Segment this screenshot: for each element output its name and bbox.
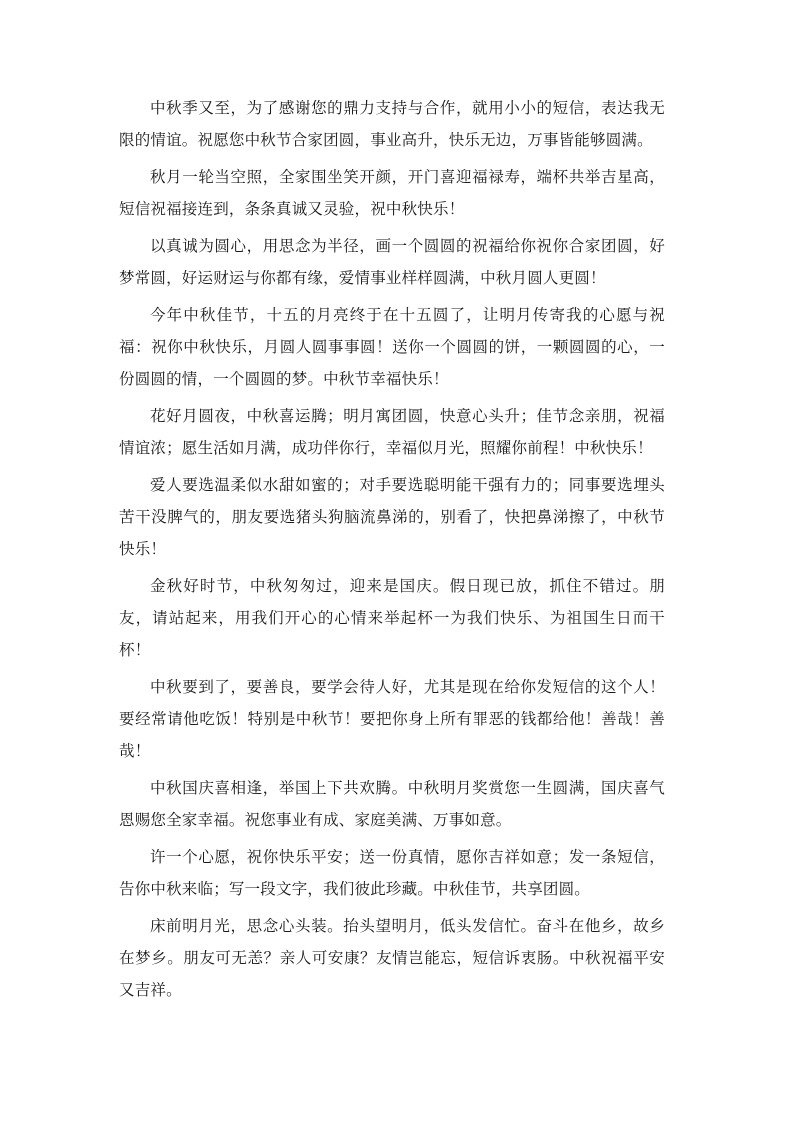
document-body: [119, 92, 665, 1011]
paragraph-9: 中秋国庆喜相逢，举国上下共欢腾。中秋明月奖赏您一生圆满，国庆喜气恩赐您全家幸福。祝您事业有成、家庭美满、万事如意。: [119, 779, 665, 829]
paragraph-6: 爱人要选温柔似水甜如蜜的；对手要选聪明能干强有力的；同事要选埋头苦干没脾气的，朋友要选猪头狗脑流鼻涕的，别看了，快把鼻涕擦了，中秋节快乐！: [119, 476, 665, 558]
paragraph-4: 今年中秋佳节，十五的月亮终于在十五圆了，让明月传寄我的心愿与祝福：祝你中秋快乐，月圆人圆事事圆！送你一个圆圆的饼，一颗圆圆的心，一份圆圆的情，一个圆圆的梦。中秋节幸福快乐！: [119, 306, 665, 388]
paragraph-1: 中秋季又至，为了感谢您的鼎力支持与合作，就用小小的短信，表达我无限的情谊。祝愿您中秋节合家团圆，事业高升，快乐无边，万事皆能够圆满。: [119, 99, 665, 149]
paragraph-7: 金秋好时节，中秋匆匆过，迎来是国庆。假日现已放，抓住不错过。朋友，请站起来，用我们开心的心情来举起杯一为我们快乐、为祖国生日而干杯！: [119, 577, 665, 659]
paragraph-3: 以真诚为圆心，用思念为半径，画一个圆圆的祝福给你祝你合家团圆，好梦常圆，好运财运与你都有缘，爱情事业样样圆满，中秋月圆人更圆！: [119, 237, 665, 287]
paragraph-5: 花好月圆夜，中秋喜运腾；明月寓团圆，快意心头升；佳节念亲朋，祝福情谊浓；愿生活如月满，成功伴你行，幸福似月光，照耀你前程！中秋快乐！: [119, 407, 665, 457]
paragraph-8: 中秋要到了，要善良，要学会待人好，尤其是现在给你发短信的这个人！要经常请他吃饭！特别是中秋节！要把你身上所有罪恶的钱都给他！善哉！善哉！: [119, 678, 665, 760]
paragraph-11: 床前明月光，思念心头装。抬头望明月，低头发信忙。奋斗在他乡，故乡在梦乡。朋友可无恙？亲人可安康？友情岂能忘，短信诉衷肠。中秋祝福平安又吉祥。: [119, 917, 665, 999]
paragraph-10: 许一个心愿，祝你快乐平安；送一份真情，愿你吉祥如意；发一条短信，告你中秋来临；写一段文字，我们彼此珍藏。中秋佳节，共享团圆。: [119, 848, 665, 898]
paragraph-2: 秋月一轮当空照，全家围坐笑开颜，开门喜迎福禄寿，端杯共举吉星高，短信祝福接连到，条条真诚又灵验，祝中秋快乐！: [119, 168, 665, 218]
